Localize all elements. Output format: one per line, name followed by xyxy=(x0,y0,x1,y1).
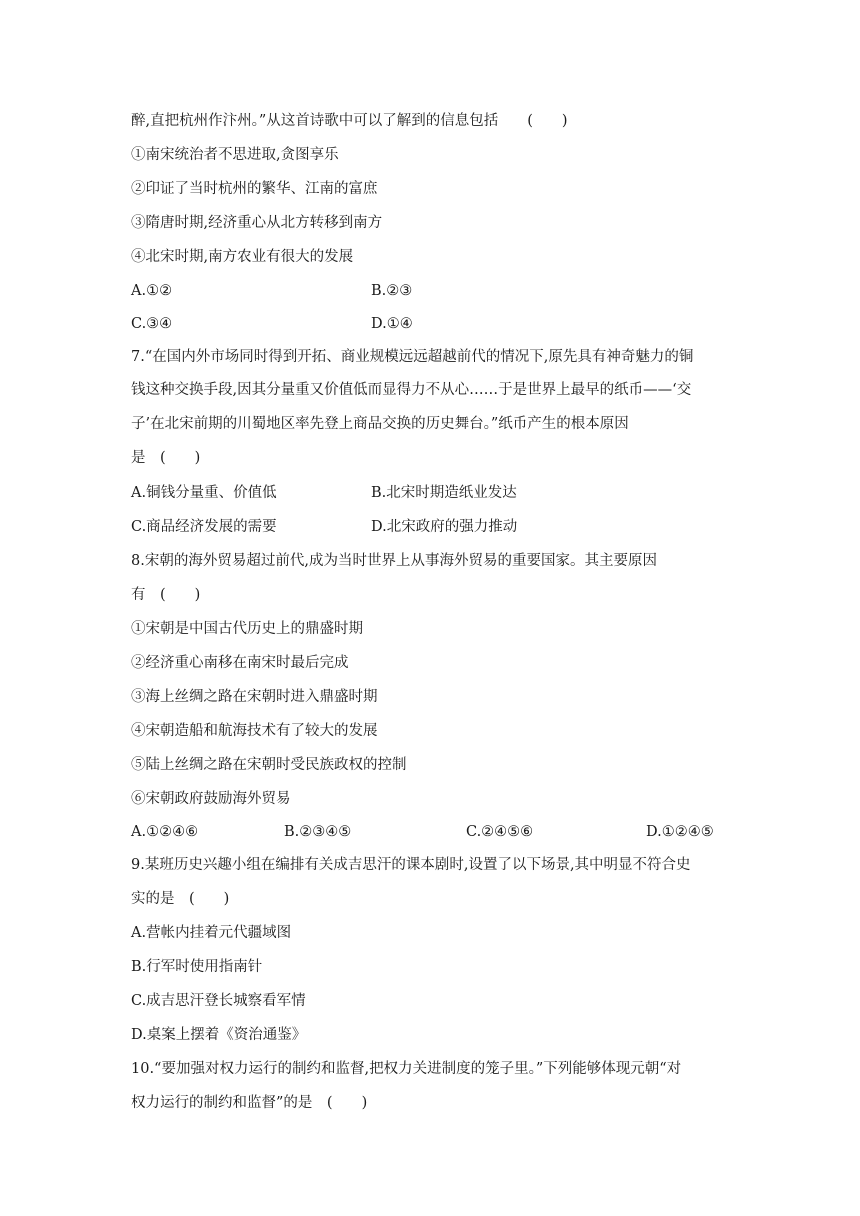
q7-stem-line-2: 钱这种交换手段,因其分量重又价值低而显得力不从心……于是世界上最早的纸币——‘交 xyxy=(131,382,692,398)
q10-stem-line-2: 权力运行的制约和监督”的是 ( ) xyxy=(131,1095,368,1111)
q9-option-b: B.行军时使用指南针 xyxy=(131,959,263,975)
q8-option-c: C.②④⑤⑥ xyxy=(466,824,534,840)
q8-option-a: A.①②④⑥ xyxy=(131,824,199,840)
q8-item-6: ⑥宋朝政府鼓励海外贸易 xyxy=(131,791,291,807)
q8-item-2: ②经济重心南移在南宋时最后完成 xyxy=(131,655,349,671)
q6-item-4: ④北宋时期,南方农业有很大的发展 xyxy=(131,249,354,265)
q9-stem-line-1: 9.某班历史兴趣小组在编排有关成吉思汗的课本剧时,设置了以下场景,其中明显不符合史 xyxy=(131,857,691,873)
q6-option-c: C.③④ xyxy=(131,316,173,332)
q8-stem-line-2: 有 ( ) xyxy=(131,587,201,603)
q6-item-2: ②印证了当时杭州的繁华、江南的富庶 xyxy=(131,181,378,197)
q9-option-d: D.桌案上摆着《资治通鉴》 xyxy=(131,1027,307,1043)
q8-stem-line-1: 8.宋朝的海外贸易超过前代,成为当时世界上从事海外贸易的重要国家。其主要原因 xyxy=(131,553,657,569)
q8-item-4: ④宋朝造船和航海技术有了较大的发展 xyxy=(131,723,378,739)
q6-item-3: ③隋唐时期,经济重心从北方转移到南方 xyxy=(131,215,383,231)
q8-item-3: ③海上丝绸之路在宋朝时进入鼎盛时期 xyxy=(131,689,378,705)
q7-stem-line-4: 是 ( ) xyxy=(131,450,201,466)
q7-stem-line-1: 7.“在国内外市场同时得到开拓、商业规模远远超越前代的情况下,原先具有神奇魅力的铜 xyxy=(131,349,694,365)
q6-item-1: ①南宋统治者不思进取,贪图享乐 xyxy=(131,147,339,163)
q8-option-b: B.②③④⑤ xyxy=(284,824,352,840)
q7-option-a: A.铜钱分量重、价值低 xyxy=(131,485,277,501)
q8-item-1: ①宋朝是中国古代历史上的鼎盛时期 xyxy=(131,621,363,637)
q10-stem-line-1: 10.“要加强对权力运行的制约和监督,把权力关进制度的笼子里。”下列能够体现元朝“对 xyxy=(131,1061,682,1077)
q8-item-5: ⑤陆上丝绸之路在宋朝时受民族政权的控制 xyxy=(131,757,407,773)
q9-option-c: C.成吉思汗登长城察看军情 xyxy=(131,993,306,1009)
q7-option-b: B.北宋时期造纸业发达 xyxy=(371,485,517,501)
q6-option-d: D.①④ xyxy=(371,316,413,332)
q7-stem-line-3: 子’在北宋前期的川蜀地区率先登上商品交换的历史舞台。”纸币产生的根本原因 xyxy=(131,416,629,432)
q6-option-b: B.②③ xyxy=(371,283,413,299)
q9-option-a: A.营帐内挂着元代疆域图 xyxy=(131,925,292,941)
q8-option-d: D.①②④⑤ xyxy=(646,824,714,840)
q6-stem-end: 醉,直把杭州作汴州。”从这首诗歌中可以了解到的信息包括 ( ) xyxy=(131,113,568,129)
q7-option-c: C.商品经济发展的需要 xyxy=(131,519,277,535)
q6-option-a: A.①② xyxy=(131,283,173,299)
q9-stem-line-2: 实的是 ( ) xyxy=(131,891,230,907)
q7-option-d: D.北宋政府的强力推动 xyxy=(371,519,518,535)
